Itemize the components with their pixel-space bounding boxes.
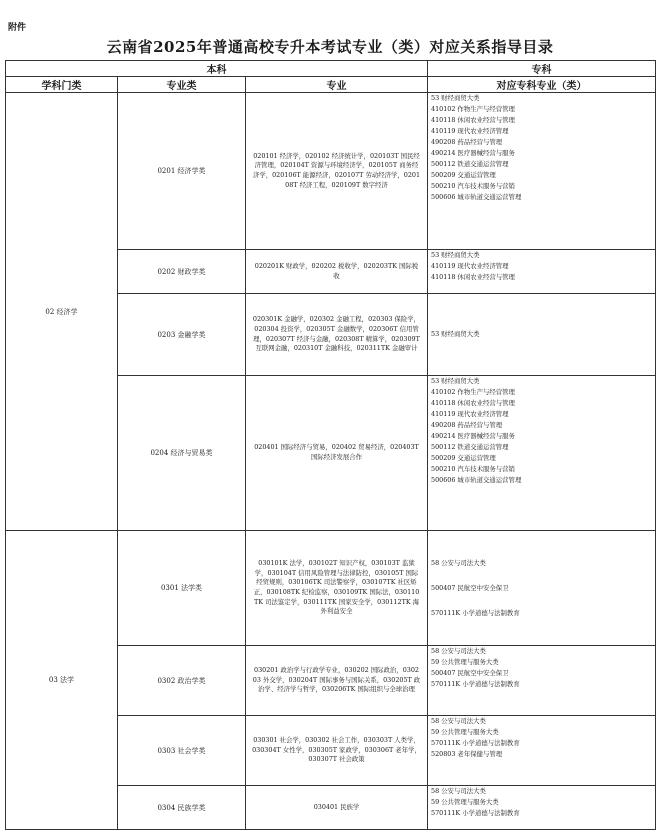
assoc-item: 490214 医疗器械经营与服务 [431,149,515,157]
assoc-item: 500407 民航空中安全保卫 [431,583,509,592]
assoc-item: 410118 休闲农业经营与管理 [431,399,515,407]
major-cell: 020401 国际经济与贸易，020402 贸易经济，020403T 国际经济发展合作 [246,376,428,531]
category-cell: 03 法学 [6,531,118,830]
category-cell: 02 经济学 [6,93,118,531]
assoc-cell [428,376,656,531]
assoc-item: 490208 药品经营与管理 [431,421,503,429]
group-header-junior: 专科 [428,61,656,77]
assoc-item: 59 公共管理与服务大类 [431,798,499,806]
major-cell: 030301 社会学，030302 社会工作，030303T 人类学，030304T 女性学，030305T 家政学，030306T 老年学，030307T 社会政策 [246,716,428,786]
assoc-item: 500209 交通运营管理 [431,171,496,179]
assoc-item: 500210 汽车技术服务与营销 [431,182,515,190]
assoc-item: 570111K 小学道德与法制教育 [431,608,520,617]
assoc-cell [428,294,656,376]
major-cell: 030201 政治学与行政学专业，030202 国际政治，030203 外交学，030204T 国际事务与国际关系，030205T 政治学、经济学与哲学，030206TK 国际组织与全球治理 [246,646,428,716]
assoc-item: 410119 现代农业经济管理 [431,410,509,418]
assoc-item: 410119 现代农业经济管理 [431,262,509,270]
assoc-item: 500112 铁道交通运营管理 [431,160,509,168]
assoc-cell [428,93,656,250]
assoc-cell [428,786,656,830]
assoc-item: 53 财经商贸大类 [431,94,480,102]
assoc-item: 58 公安与司法大类 [431,558,486,567]
major-class-cell: 0304 民族学类 [118,786,246,830]
assoc-item: 410118 休闲农业经营与管理 [431,273,515,281]
assoc-item: 490214 医疗器械经营与服务 [431,432,515,440]
major-class-cell: 0302 政治学类 [118,646,246,716]
mapping-table [5,60,656,830]
major-class-cell: 0301 法学类 [118,531,246,646]
col-header-category: 学科门类 [6,77,118,93]
assoc-item: 58 公安与司法大类 [431,647,486,655]
attachment-label: 附件 [8,23,27,33]
assoc-item: 490208 药品经营与管理 [431,138,503,146]
major-class-cell: 0303 社会学类 [118,716,246,786]
major-cell: 030101K 法学，030102T 知识产权，030103T 监狱学，030104T 信用风险管理与法律防控，030105T 国际经贸规则，030106TK 司法警察学，030107TK 社区矫正，030108TK 纪检监察，030109TK 国际法，030110TK 司法鉴定学，030111TK 国家安全学，030112TK 海外利益安全 [246,531,428,646]
assoc-item: 500210 汽车技术服务与营销 [431,465,515,473]
assoc-item: 570111K 小学道德与法制教育 [431,680,520,688]
assoc-item: 59 公共管理与服务大类 [431,728,499,736]
assoc-item: 53 财经商贸大类 [431,251,480,259]
col-header-junior-major: 对应专科专业（类） [428,77,656,93]
assoc-item: 410102 作物生产与经营管理 [431,105,515,113]
assoc-item: 58 公安与司法大类 [431,787,486,795]
group-header-undergrad: 本科 [6,61,428,77]
table-row [6,93,656,250]
assoc-item: 410118 休闲农业经营与管理 [431,116,515,124]
major-class-cell: 0203 金融学类 [118,294,246,376]
page-title: 云南省2025年普通高校专升本考试专业（类）对应关系指导目录 [106,38,554,56]
assoc-item: 58 公安与司法大类 [431,717,486,725]
major-cell: 020201K 财政学，020202 税收学，020203TK 国际税收 [246,250,428,294]
major-class-cell: 0202 财政学类 [118,250,246,294]
major-class-cell: 0201 经济学类 [118,93,246,250]
major-class-cell: 0204 经济与贸易类 [118,376,246,531]
assoc-item: 570111K 小学道德与法制教育 [431,739,520,747]
assoc-item: 520803 老年保健与管理 [431,750,503,758]
assoc-item: 53 财经商贸大类 [431,330,480,338]
assoc-item: 500112 铁道交通运营管理 [431,443,509,451]
assoc-cell [428,250,656,294]
table-row [6,531,656,646]
assoc-item: 500606 城市轨道交通运营管理 [431,193,522,201]
assoc-item: 500606 城市轨道交通运营管理 [431,476,522,484]
assoc-item: 53 财经商贸大类 [431,377,480,385]
assoc-cell [428,716,656,786]
col-header-major-class: 专业类 [118,77,246,93]
assoc-item: 500209 交通运营管理 [431,454,496,462]
assoc-item: 570111K 小学道德与法制教育 [431,809,520,817]
assoc-cell [428,531,656,646]
assoc-item: 410102 作物生产与经营管理 [431,388,515,396]
major-cell: 030401 民族学 [246,786,428,830]
assoc-cell [428,646,656,716]
col-header-major: 专业 [246,77,428,93]
major-cell: 020301K 金融学，020302 金融工程，020303 保险学，020304 投资学，020305T 金融数学，020306T 信用管理，020307T 经济与金融，020308T 精算学，020309T 互联网金融，020310T 金融科技，020311TK 金融审计 [246,294,428,376]
assoc-item: 59 公共管理与服务大类 [431,658,499,666]
major-cell: 020101 经济学，020102 经济统计学，020103T 国民经济管理，020104T 资源与环境经济学，020105T 商务经济学，020106T 能源经济，020107T 劳动经济学，020108T 经济工程，020109T 数字经济 [246,93,428,250]
assoc-item: 410119 现代农业经济管理 [431,127,509,135]
assoc-item: 500407 民航空中安全保卫 [431,669,509,677]
